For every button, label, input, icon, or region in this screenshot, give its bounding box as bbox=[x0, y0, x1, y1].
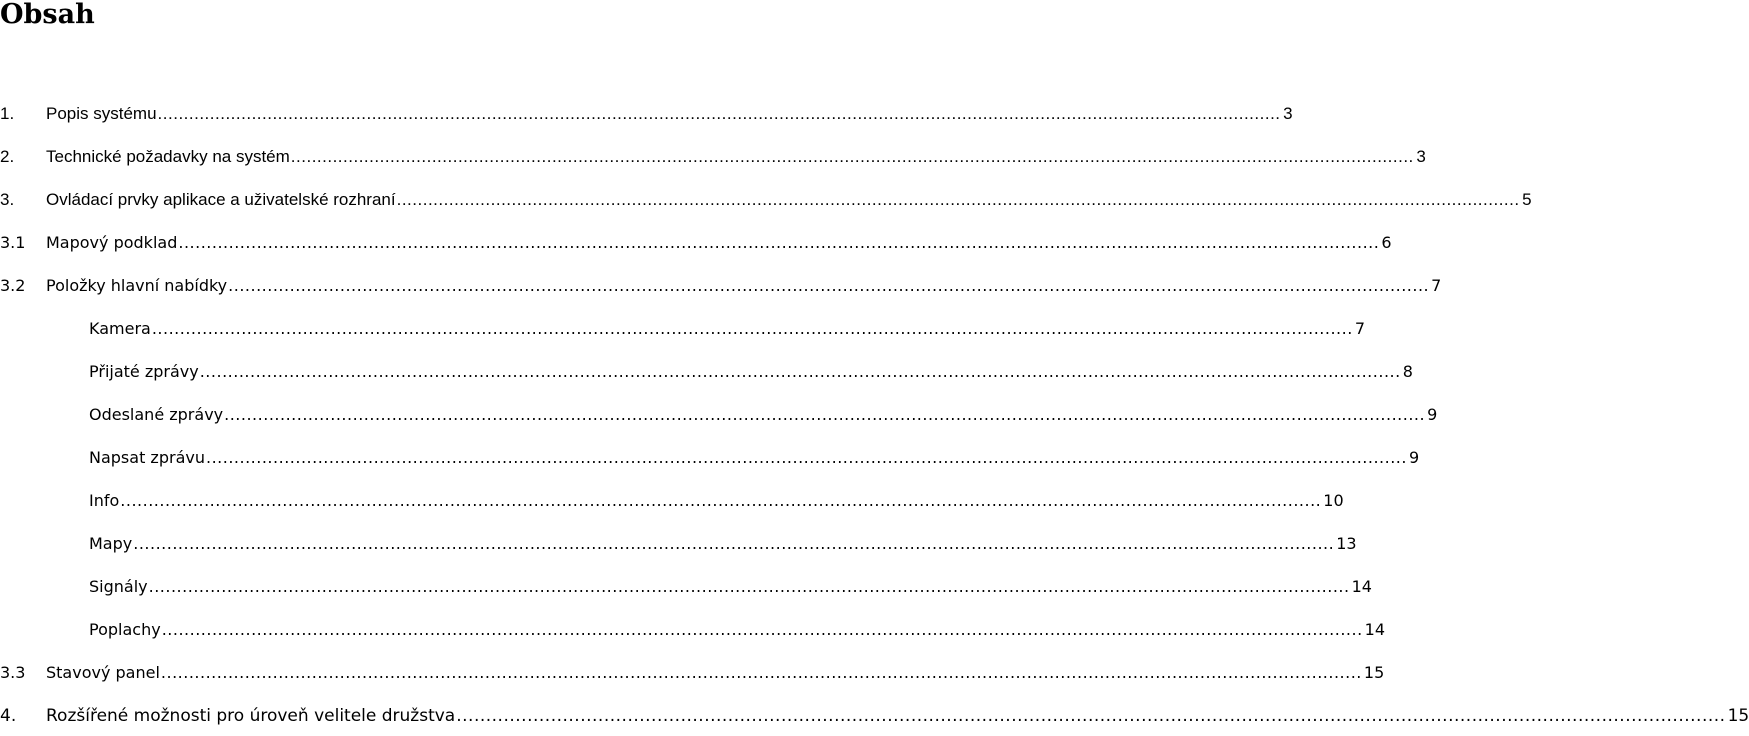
toc-entry-page-number: 15 bbox=[1727, 706, 1749, 726]
toc-entry-number: 3.1 bbox=[0, 233, 26, 252]
toc-entry-number: 2. bbox=[0, 147, 15, 166]
dot-leader: ....................................................................................................................................................................................................................... bbox=[199, 362, 1401, 381]
toc-entry-number: 3.3 bbox=[0, 663, 26, 682]
toc-entry-label: Stavový panel bbox=[46, 663, 160, 682]
page-title: Obsah bbox=[0, 0, 95, 30]
toc-entry-page-number: 8 bbox=[1402, 362, 1413, 381]
dot-leader: ....................................................................................................................................................................................................................... bbox=[178, 233, 1380, 252]
toc-entry-label: Info bbox=[89, 491, 120, 510]
toc-entry-label: Signály bbox=[89, 577, 148, 596]
toc-entry-mapovy-podklad[interactable] bbox=[0, 233, 1392, 261]
dot-leader: ....................................................................................................................................................................................................................... bbox=[133, 534, 1335, 553]
toc-entry-kamera[interactable] bbox=[0, 319, 1365, 347]
toc-entry-page-number: 3 bbox=[1283, 104, 1293, 123]
toc-entry-page-number: 14 bbox=[1364, 620, 1386, 639]
toc-entry-page-number: 10 bbox=[1323, 491, 1344, 510]
toc-entry-number: 4. bbox=[0, 706, 17, 726]
toc-entry-label: Položky hlavní nabídky bbox=[46, 276, 228, 295]
toc-entry-label: Mapový podklad bbox=[46, 233, 178, 252]
dot-leader: ....................................................................................................................................................................................................................... bbox=[224, 405, 1426, 424]
toc-entry-page-number: 7 bbox=[1354, 319, 1365, 338]
toc-entry-page-number: 15 bbox=[1363, 663, 1385, 682]
toc-entry-label: Kamera bbox=[89, 319, 151, 338]
toc-entry-polozky-hlavni-nabidky[interactable] bbox=[0, 276, 1442, 304]
toc-entry-stavovy-panel[interactable] bbox=[0, 663, 1385, 691]
dot-leader: ....................................................................................................................................................................................................................... bbox=[148, 577, 1350, 596]
dot-leader: ....................................................................................................................................................................................................................... bbox=[151, 319, 1353, 338]
toc-entry-page-number: 3 bbox=[1416, 147, 1426, 166]
toc-entry-prijate-zpravy[interactable] bbox=[0, 362, 1413, 390]
toc-entry-number: 3.2 bbox=[0, 276, 26, 295]
toc-entry-label: Mapy bbox=[89, 534, 133, 553]
toc-entry-label: Přijaté zprávy bbox=[89, 362, 199, 381]
dot-leader: ....................................................................................................................................................................................................................... bbox=[456, 706, 1726, 726]
toc-entry-label: Odeslané zprávy bbox=[89, 405, 224, 424]
toc-entry-number: 3. bbox=[0, 190, 15, 209]
toc-entry-mapy[interactable] bbox=[0, 534, 1357, 562]
toc-entry-page-number: 14 bbox=[1351, 577, 1372, 596]
toc-entry-odeslane-zpravy[interactable] bbox=[0, 405, 1438, 433]
dot-leader: ....................................................................................................................................................................................................................... bbox=[160, 663, 1362, 682]
toc-entry-page-number: 5 bbox=[1522, 190, 1532, 209]
toc-entry-poplachy[interactable] bbox=[0, 620, 1386, 648]
dot-leader: ....................................................................................................................................................................................................................... bbox=[161, 620, 1363, 639]
toc-entry-label: Poplachy bbox=[89, 620, 161, 639]
toc-entry-technicke-pozadavky[interactable] bbox=[0, 147, 1426, 175]
toc-entry-info[interactable] bbox=[0, 491, 1344, 519]
toc-entry-label: Napsat zprávu bbox=[89, 448, 205, 467]
toc-entry-label: Popis systému bbox=[46, 104, 157, 123]
dot-leader: ....................................................................................................................................................................................................................... bbox=[157, 104, 1281, 123]
toc-entry-napsat-zpravu[interactable] bbox=[0, 448, 1420, 476]
dot-leader: ....................................................................................................................................................................................................................... bbox=[290, 147, 1414, 166]
toc-entry-popis-systemu[interactable] bbox=[0, 104, 1293, 132]
toc-entry-ovladaci-prvky[interactable] bbox=[0, 190, 1532, 218]
dot-leader: ....................................................................................................................................................................................................................... bbox=[396, 190, 1520, 209]
toc-entry-page-number: 7 bbox=[1431, 276, 1442, 295]
toc-entry-signaly[interactable] bbox=[0, 577, 1372, 605]
toc-entry-page-number: 13 bbox=[1336, 534, 1357, 553]
toc-entry-number: 1. bbox=[0, 104, 15, 123]
dot-leader: ....................................................................................................................................................................................................................... bbox=[205, 448, 1407, 467]
dot-leader: ....................................................................................................................................................................................................................... bbox=[228, 276, 1430, 295]
toc-entry-label: Ovládací prvky aplikace a uživatelské rozhraní bbox=[46, 190, 396, 209]
toc-entry-label: Technické požadavky na systém bbox=[46, 147, 290, 166]
toc-entry-page-number: 9 bbox=[1408, 448, 1420, 467]
toc-entry-rozsirene-moznosti[interactable] bbox=[0, 706, 1749, 734]
dot-leader: ....................................................................................................................................................................................................................... bbox=[120, 491, 1322, 510]
toc-entry-label: Rozšířené možnosti pro úroveň velitele družstva bbox=[46, 706, 456, 726]
toc-entry-page-number: 6 bbox=[1381, 233, 1392, 252]
toc-entry-page-number: 9 bbox=[1427, 405, 1438, 424]
